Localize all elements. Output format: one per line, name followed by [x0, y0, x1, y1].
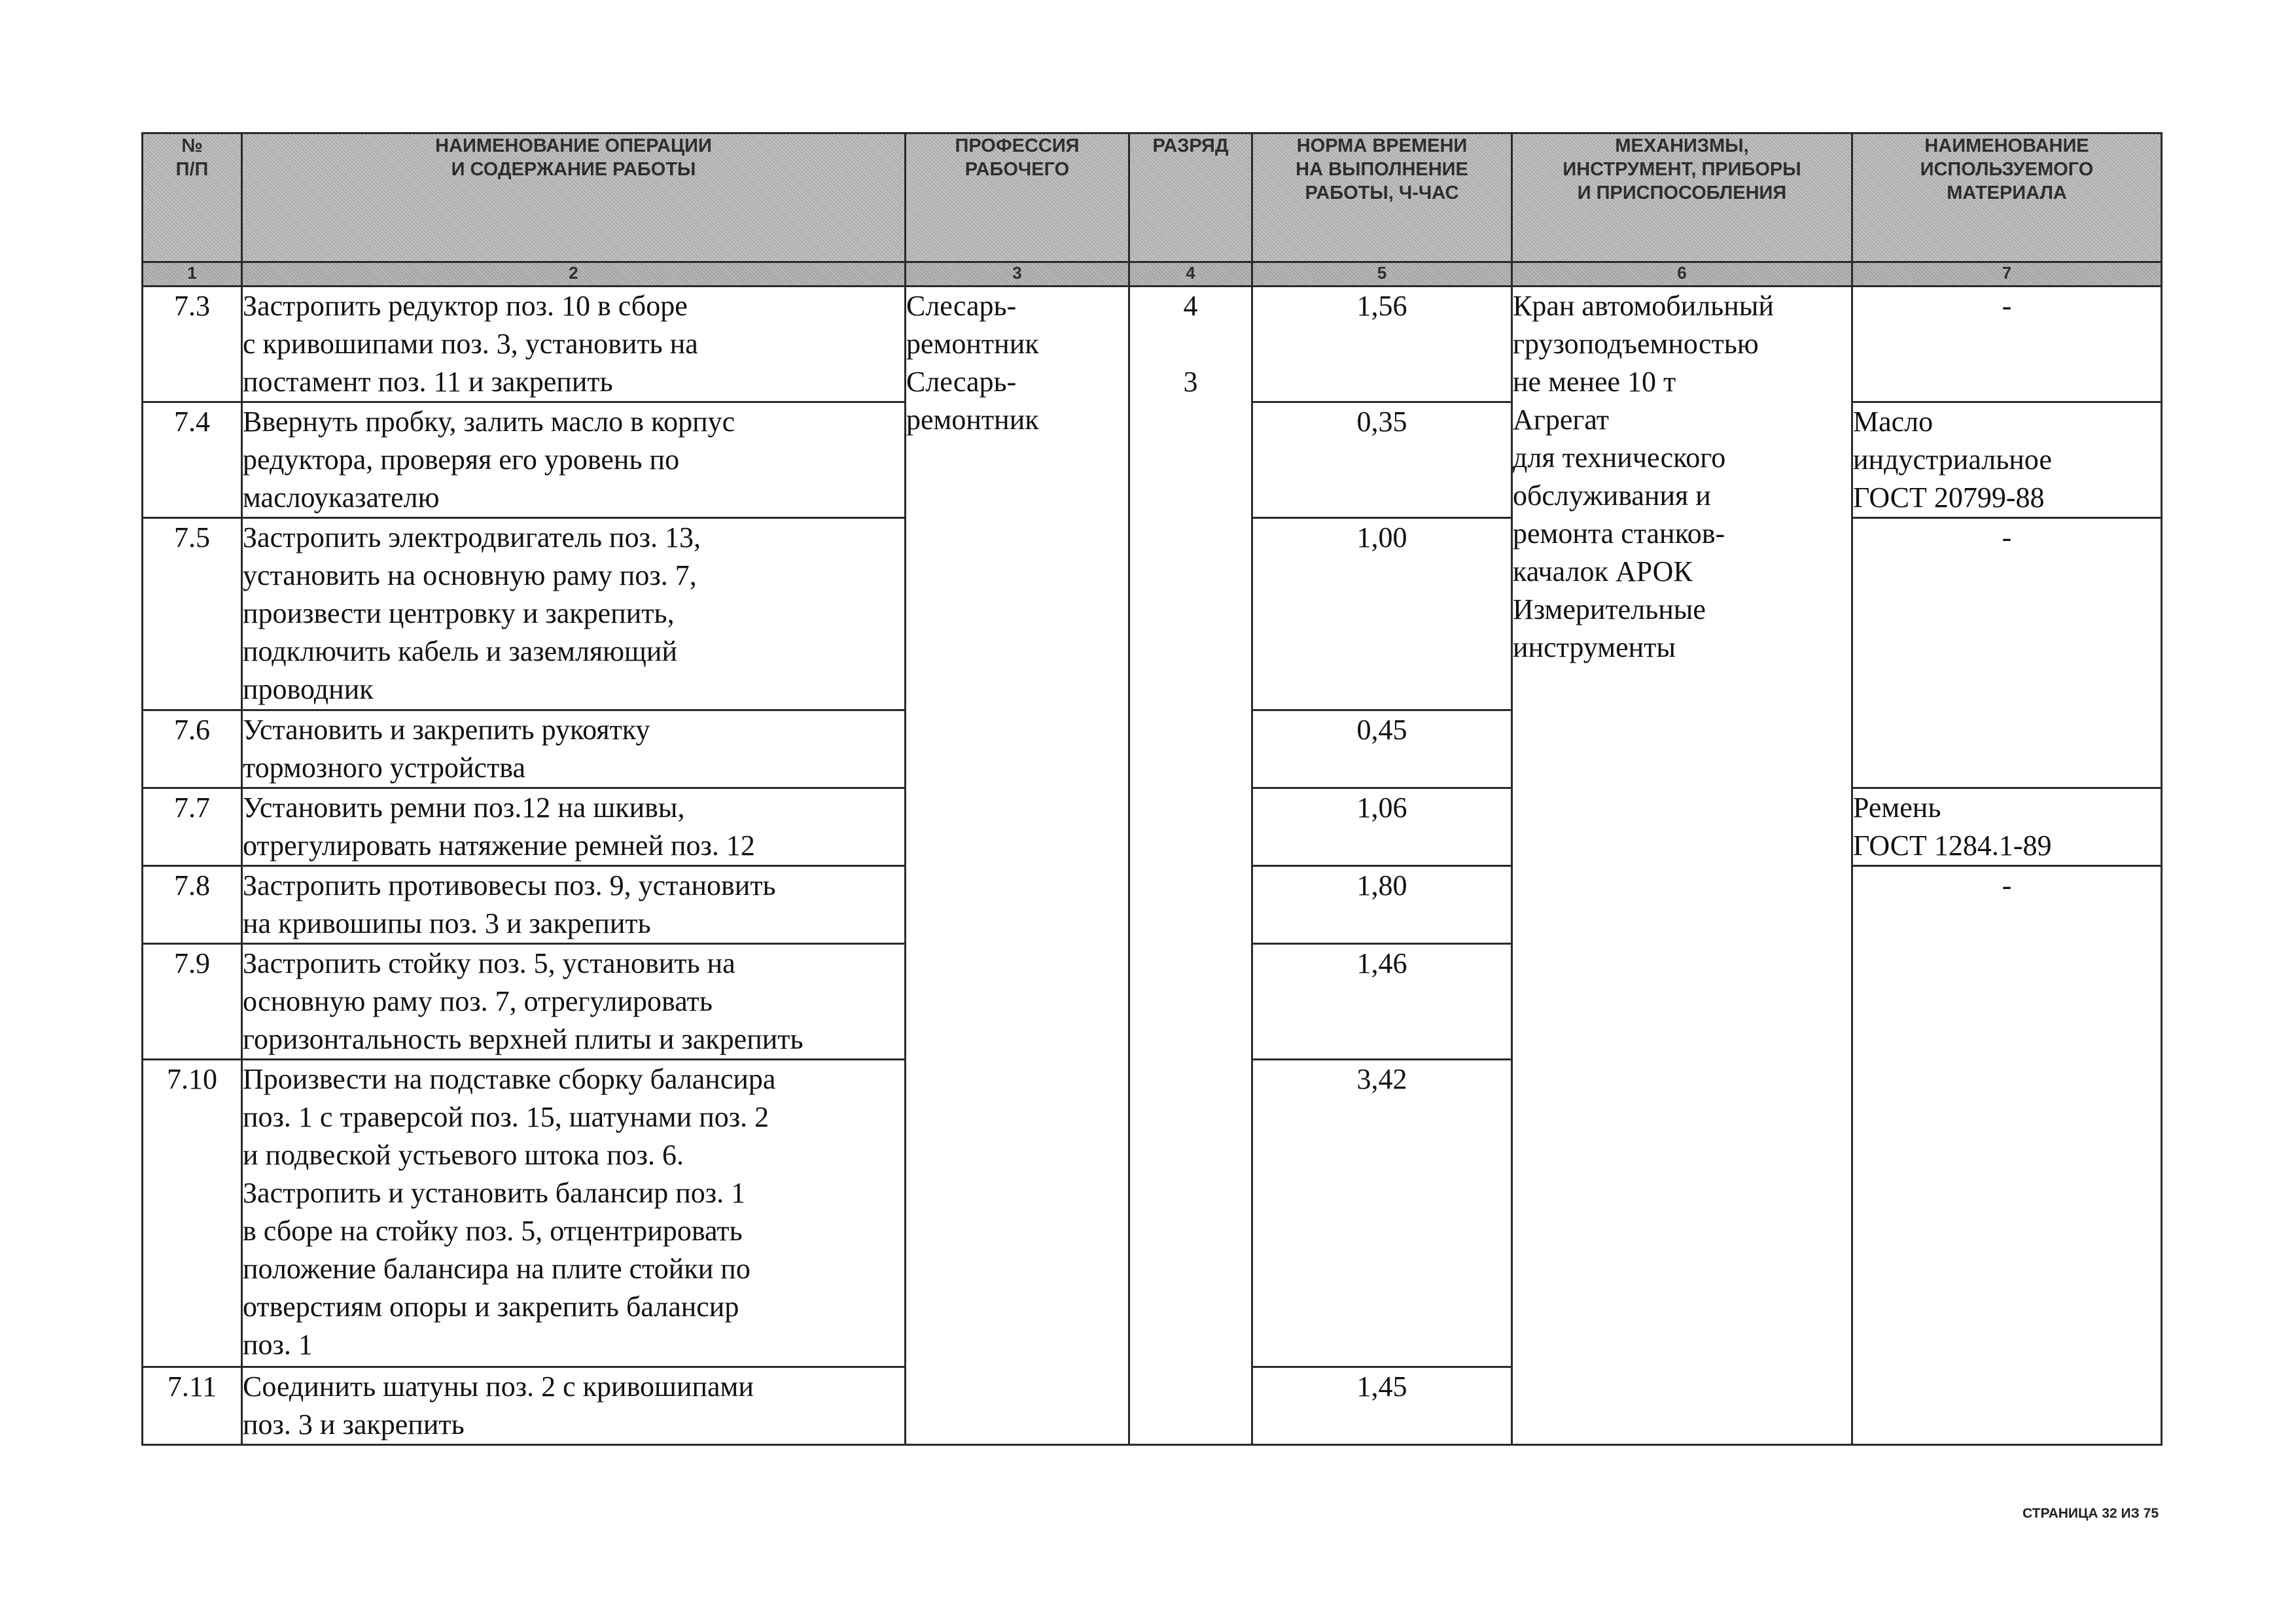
column-number: 3 [906, 262, 1129, 287]
operations-table [141, 132, 2163, 1446]
time-norm: 1,46 [1252, 944, 1512, 1060]
row-number: 7.6 [143, 710, 242, 788]
time-norm: 3,42 [1252, 1060, 1512, 1367]
material-cell: Ремень ГОСТ 1284.1-89 [1852, 788, 2162, 866]
operation-text: Застропить противовесы поз. 9, установить на кривошипы поз. 3 и закрепить [242, 866, 906, 944]
row-number: 7.8 [143, 866, 242, 944]
column-number: 2 [242, 262, 906, 287]
operation-text: Застропить электродвигатель поз. 13, установить на основную раму поз. 7, произвести центровку и закрепить, подключить кабель и заземляющий проводник [242, 518, 906, 710]
table-row [143, 287, 2162, 402]
header-row [143, 133, 2162, 262]
column-number: 7 [1852, 262, 2162, 287]
time-norm: 0,35 [1252, 402, 1512, 518]
column-number: 4 [1129, 262, 1252, 287]
material-cell: - [1852, 518, 2162, 788]
time-norm: 0,45 [1252, 710, 1512, 788]
profession-cell: Слесарь- ремонтник Слесарь- ремонтник [906, 287, 1129, 1445]
column-number: 6 [1512, 262, 1852, 287]
row-number: 7.9 [143, 944, 242, 1060]
header-operation: НАИМЕНОВАНИЕ ОПЕРАЦИИ И СОДЕРЖАНИЕ РАБОТЫ [242, 133, 906, 262]
operation-text: Установить ремни поз.12 на шкивы, отрегулировать натяжение ремней поз. 12 [242, 788, 906, 866]
time-norm: 1,06 [1252, 788, 1512, 866]
time-norm: 1,80 [1252, 866, 1512, 944]
operation-text: Застропить редуктор поз. 10 в сборе с кривошипами поз. 3, установить на постамент поз. 11 и закрепить [242, 287, 906, 402]
row-number: 7.3 [143, 287, 242, 402]
header-profession: ПРОФЕССИЯ РАБОЧЕГО [906, 133, 1129, 262]
razryad-cell: 4 3 [1129, 287, 1252, 1445]
row-number: 7.10 [143, 1060, 242, 1367]
column-number: 5 [1252, 262, 1512, 287]
header-number: № П/П [143, 133, 242, 262]
time-norm: 1,56 [1252, 287, 1512, 402]
header-razryad: РАЗРЯД [1129, 133, 1252, 262]
material-cell: - [1852, 866, 2162, 1445]
row-number: 7.11 [143, 1367, 242, 1445]
operation-text: Произвести на подставке сборку балансира поз. 1 с траверсой поз. 15, шатунами поз. 2 и подвеской устьевого штока поз. 6. Застропить и установить балансир поз. 1 в сборе на стойку поз. 5, отцентрировать положение балансира на плите стойки по отверстиям опоры и закрепить балансир поз. 1 [242, 1060, 906, 1367]
operation-text: Соединить шатуны поз. 2 с кривошипами поз. 3 и закрепить [242, 1367, 906, 1445]
row-number: 7.4 [143, 402, 242, 518]
column-number: 1 [143, 262, 242, 287]
row-number: 7.5 [143, 518, 242, 710]
header-material: НАИМЕНОВАНИЕ ИСПОЛЬЗУЕМОГО МАТЕРИАЛА [1852, 133, 2162, 262]
operation-text: Застропить стойку поз. 5, установить на основную раму поз. 7, отрегулировать горизонтальность верхней плиты и закрепить [242, 944, 906, 1060]
column-number-row [143, 262, 2162, 287]
material-cell: Масло индустриальное ГОСТ 20799-88 [1852, 402, 2162, 518]
material-cell: - [1852, 287, 2162, 402]
mechanisms-cell: Кран автомобильный грузоподъемностью не менее 10 т Агрегат для технического обслуживания и ремонта станков- качалок АРОК Измерительные инструменты [1512, 287, 1852, 1445]
header-mechanisms: МЕХАНИЗМЫ, ИНСТРУМЕНТ, ПРИБОРЫ И ПРИСПОСОБЛЕНИЯ [1512, 133, 1852, 262]
page-number: СТРАНИЦА 32 ИЗ 75 [2022, 1506, 2159, 1521]
operation-text: Установить и закрепить рукоятку тормозного устройства [242, 710, 906, 788]
time-norm: 1,45 [1252, 1367, 1512, 1445]
row-number: 7.7 [143, 788, 242, 866]
header-time-norm: НОРМА ВРЕМЕНИ НА ВЫПОЛНЕНИЕ РАБОТЫ, Ч-ЧАС [1252, 133, 1512, 262]
time-norm: 1,00 [1252, 518, 1512, 710]
operation-text: Ввернуть пробку, залить масло в корпус редуктора, проверяя его уровень по маслоуказателю [242, 402, 906, 518]
